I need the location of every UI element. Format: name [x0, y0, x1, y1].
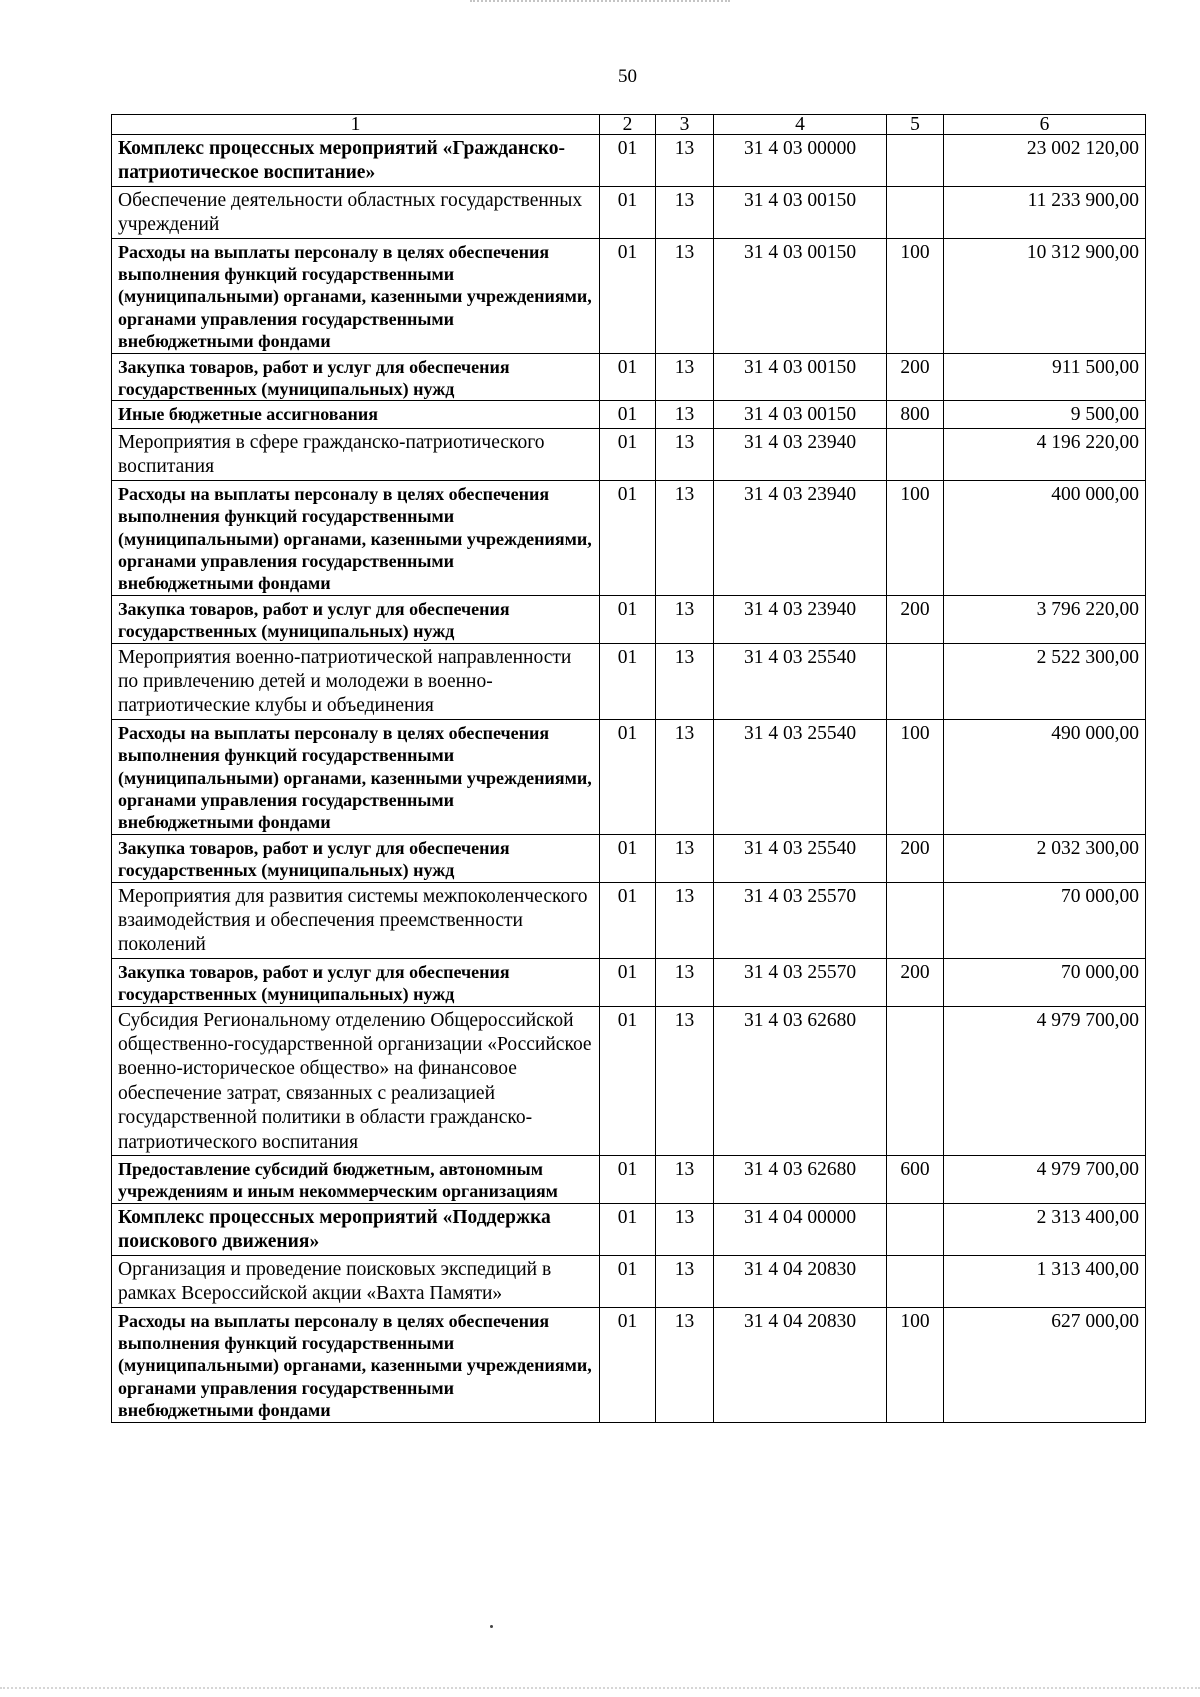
row-amount-cell: 2 032 300,00 — [944, 834, 1146, 882]
row-target-article-cell: 31 4 03 00150 — [714, 353, 887, 401]
row-amount-cell: 911 500,00 — [944, 353, 1146, 401]
row-expense-type-cell — [887, 643, 944, 719]
table-row — [112, 834, 1146, 882]
row-expense-type-cell — [887, 1203, 944, 1255]
row-section-cell: 01 — [600, 595, 656, 643]
table-row — [112, 643, 1146, 719]
row-subsection-cell: 13 — [656, 834, 714, 882]
row-name-cell: Мероприятия военно-патриотической направленности по привлечению детей и молодежи в военно-патриотические клубы и объединения — [112, 643, 600, 719]
row-expense-type-cell: 200 — [887, 353, 944, 401]
row-expense-type-cell: 100 — [887, 480, 944, 595]
row-subsection-cell: 13 — [656, 643, 714, 719]
row-section-cell: 01 — [600, 958, 656, 1006]
row-target-article-cell: 31 4 03 23940 — [714, 428, 887, 480]
row-target-article-cell: 31 4 04 20830 — [714, 1307, 887, 1422]
row-expense-type-cell — [887, 135, 944, 187]
row-name-cell: Субсидия Региональному отделению Общероссийской общественно-государственной организации «Российское военно-историческое общество» на финансовое обеспечение затрат, связанных с реализацией государственной политики в области гражданско-патриотического воспитания — [112, 1006, 600, 1155]
row-name-cell: Предоставление субсидий бюджетным, автономным учреждениям и иным некоммерческим организациям — [112, 1156, 600, 1204]
row-name-cell: Мероприятия в сфере гражданско-патриотического воспитания — [112, 428, 600, 480]
row-target-article-cell: 31 4 03 25570 — [714, 958, 887, 1006]
row-section-cell: 01 — [600, 1006, 656, 1155]
row-name-cell: Закупка товаров, работ и услуг для обеспечения государственных (муниципальных) нужд — [112, 958, 600, 1006]
row-section-cell: 01 — [600, 1255, 656, 1307]
row-amount-cell: 23 002 120,00 — [944, 135, 1146, 187]
row-subsection-cell: 13 — [656, 595, 714, 643]
row-subsection-cell: 13 — [656, 1255, 714, 1307]
row-subsection-cell: 13 — [656, 186, 714, 238]
table-row — [112, 1255, 1146, 1307]
scan-artifact-dot — [490, 1625, 493, 1628]
row-expense-type-cell: 600 — [887, 1156, 944, 1204]
table-row — [112, 1307, 1146, 1422]
row-amount-cell: 2 313 400,00 — [944, 1203, 1146, 1255]
row-section-cell: 01 — [600, 1203, 656, 1255]
row-expense-type-cell: 100 — [887, 238, 944, 353]
table-row — [112, 428, 1146, 480]
row-amount-cell: 70 000,00 — [944, 958, 1146, 1006]
table-row — [112, 480, 1146, 595]
table-row — [112, 719, 1146, 834]
row-amount-cell: 627 000,00 — [944, 1307, 1146, 1422]
row-expense-type-cell: 200 — [887, 834, 944, 882]
row-name-cell: Закупка товаров, работ и услуг для обеспечения государственных (муниципальных) нужд — [112, 834, 600, 882]
table-row — [112, 186, 1146, 238]
row-subsection-cell: 13 — [656, 135, 714, 187]
row-amount-cell: 3 796 220,00 — [944, 595, 1146, 643]
row-amount-cell: 4 979 700,00 — [944, 1156, 1146, 1204]
row-section-cell: 01 — [600, 135, 656, 187]
row-section-cell: 01 — [600, 1307, 656, 1422]
row-section-cell: 01 — [600, 834, 656, 882]
header-col-5: 5 — [887, 115, 944, 135]
header-col-1: 1 — [112, 115, 600, 135]
header-col-3: 3 — [656, 115, 714, 135]
row-name-cell: Комплекс процессных мероприятий «Поддержка поискового движения» — [112, 1203, 600, 1255]
table-row — [112, 958, 1146, 1006]
row-amount-cell: 400 000,00 — [944, 480, 1146, 595]
table-header — [112, 115, 1146, 135]
table-row — [112, 353, 1146, 401]
row-expense-type-cell — [887, 1006, 944, 1155]
row-target-article-cell: 31 4 03 00000 — [714, 135, 887, 187]
row-target-article-cell: 31 4 03 23940 — [714, 595, 887, 643]
row-amount-cell: 490 000,00 — [944, 719, 1146, 834]
row-name-cell: Расходы на выплаты персоналу в целях обеспечения выполнения функций государственными (муниципальными) органами, казенными учреждениями, органами управления государственными внебюджетными фондами — [112, 480, 600, 595]
header-col-4: 4 — [714, 115, 887, 135]
row-subsection-cell: 13 — [656, 1156, 714, 1204]
table-row — [112, 1156, 1146, 1204]
table-row — [112, 401, 1146, 428]
row-amount-cell: 2 522 300,00 — [944, 643, 1146, 719]
table-row — [112, 1006, 1146, 1155]
row-subsection-cell: 13 — [656, 480, 714, 595]
row-expense-type-cell: 100 — [887, 719, 944, 834]
row-amount-cell: 9 500,00 — [944, 401, 1146, 428]
row-amount-cell: 70 000,00 — [944, 882, 1146, 958]
row-expense-type-cell: 200 — [887, 595, 944, 643]
row-target-article-cell: 31 4 03 62680 — [714, 1156, 887, 1204]
row-subsection-cell: 13 — [656, 401, 714, 428]
row-subsection-cell: 13 — [656, 719, 714, 834]
row-name-cell: Обеспечение деятельности областных государственных учреждений — [112, 186, 600, 238]
row-target-article-cell: 31 4 03 25570 — [714, 882, 887, 958]
scan-artifact-bottom — [0, 1687, 1200, 1695]
page-number: 50 — [618, 66, 637, 87]
row-target-article-cell: 31 4 03 25540 — [714, 834, 887, 882]
header-row — [112, 115, 1146, 135]
row-section-cell: 01 — [600, 480, 656, 595]
row-expense-type-cell: 200 — [887, 958, 944, 1006]
row-subsection-cell: 13 — [656, 1203, 714, 1255]
row-target-article-cell: 31 4 03 62680 — [714, 1006, 887, 1155]
row-section-cell: 01 — [600, 1156, 656, 1204]
row-name-cell: Иные бюджетные ассигнования — [112, 401, 600, 428]
row-amount-cell: 4 196 220,00 — [944, 428, 1146, 480]
row-name-cell: Расходы на выплаты персоналу в целях обеспечения выполнения функций государственными (муниципальными) органами, казенными учреждениями, органами управления государственными внебюджетными фондами — [112, 1307, 600, 1422]
row-amount-cell: 4 979 700,00 — [944, 1006, 1146, 1155]
row-name-cell: Организация и проведение поисковых экспедиций в рамках Всероссийской акции «Вахта Памяти» — [112, 1255, 600, 1307]
row-section-cell: 01 — [600, 882, 656, 958]
row-name-cell: Расходы на выплаты персоналу в целях обеспечения выполнения функций государственными (муниципальными) органами, казенными учреждениями, органами управления государственными внебюджетными фондами — [112, 719, 600, 834]
row-section-cell: 01 — [600, 186, 656, 238]
row-section-cell: 01 — [600, 353, 656, 401]
row-target-article-cell: 31 4 03 23940 — [714, 480, 887, 595]
header-col-6: 6 — [944, 115, 1146, 135]
scan-artifact-top — [470, 0, 730, 10]
row-name-cell: Комплекс процессных мероприятий «Гражданско-патриотическое воспитание» — [112, 135, 600, 187]
row-subsection-cell: 13 — [656, 238, 714, 353]
row-subsection-cell: 13 — [656, 1006, 714, 1155]
row-section-cell: 01 — [600, 238, 656, 353]
row-target-article-cell: 31 4 03 00150 — [714, 238, 887, 353]
row-expense-type-cell — [887, 1255, 944, 1307]
row-subsection-cell: 13 — [656, 1307, 714, 1422]
row-amount-cell: 1 313 400,00 — [944, 1255, 1146, 1307]
row-subsection-cell: 13 — [656, 428, 714, 480]
row-section-cell: 01 — [600, 401, 656, 428]
table-row — [112, 882, 1146, 958]
row-target-article-cell: 31 4 03 25540 — [714, 719, 887, 834]
table-row — [112, 238, 1146, 353]
row-expense-type-cell: 100 — [887, 1307, 944, 1422]
row-expense-type-cell — [887, 882, 944, 958]
budget-table — [111, 114, 1146, 1423]
row-target-article-cell: 31 4 03 00150 — [714, 401, 887, 428]
row-section-cell: 01 — [600, 428, 656, 480]
row-amount-cell: 10 312 900,00 — [944, 238, 1146, 353]
row-expense-type-cell — [887, 186, 944, 238]
table-row — [112, 135, 1146, 187]
row-target-article-cell: 31 4 04 00000 — [714, 1203, 887, 1255]
row-name-cell: Мероприятия для развития системы межпоколенческого взаимодействия и обеспечения преемственности поколений — [112, 882, 600, 958]
row-subsection-cell: 13 — [656, 882, 714, 958]
table-row — [112, 1203, 1146, 1255]
row-section-cell: 01 — [600, 643, 656, 719]
row-name-cell: Закупка товаров, работ и услуг для обеспечения государственных (муниципальных) нужд — [112, 353, 600, 401]
row-expense-type-cell — [887, 428, 944, 480]
row-name-cell: Закупка товаров, работ и услуг для обеспечения государственных (муниципальных) нужд — [112, 595, 600, 643]
row-target-article-cell: 31 4 03 00150 — [714, 186, 887, 238]
row-target-article-cell: 31 4 04 20830 — [714, 1255, 887, 1307]
row-target-article-cell: 31 4 03 25540 — [714, 643, 887, 719]
row-subsection-cell: 13 — [656, 353, 714, 401]
row-name-cell: Расходы на выплаты персоналу в целях обеспечения выполнения функций государственными (муниципальными) органами, казенными учреждениями, органами управления государственными внебюджетными фондами — [112, 238, 600, 353]
header-col-2: 2 — [600, 115, 656, 135]
row-amount-cell: 11 233 900,00 — [944, 186, 1146, 238]
table-body — [112, 135, 1146, 1423]
row-subsection-cell: 13 — [656, 958, 714, 1006]
row-expense-type-cell: 800 — [887, 401, 944, 428]
row-section-cell: 01 — [600, 719, 656, 834]
table-row — [112, 595, 1146, 643]
